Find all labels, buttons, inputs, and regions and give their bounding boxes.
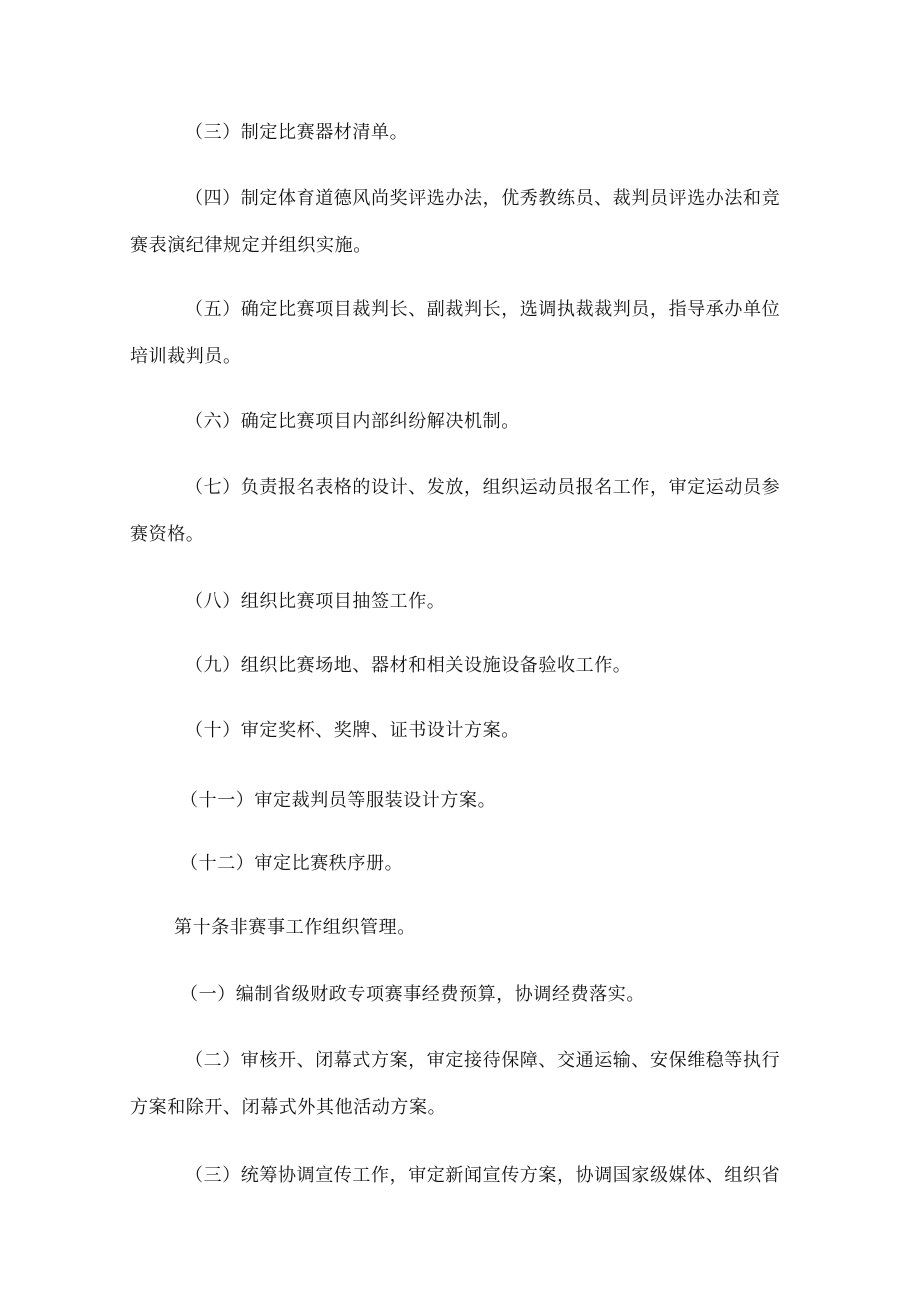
text-line: 培训裁判员。	[130, 346, 242, 367]
text-line: （三）制定比赛器材清单。	[185, 122, 409, 143]
text-line: （九）组织比赛场地、器材和相关设施设备验收工作。	[185, 655, 632, 676]
text-line: （八）组织比赛项目抽签工作。	[185, 591, 446, 612]
text-line: （十二）审定比赛秩序册。	[180, 853, 404, 874]
text-line: （七）负责报名表格的设计、发放，组织运动员报名工作，审定运动员参	[185, 477, 781, 498]
text-line: （一）编制省级财政专项赛事经费预算，协调经费落实。	[180, 984, 645, 1005]
text-line: （五）确定比赛项目裁判长、副裁判长，选调执裁裁判员，指导承办单位	[185, 299, 781, 320]
text-line: 第十条非赛事工作组织管理。	[174, 917, 416, 938]
text-line: 方案和除开、闭幕式外其他活动方案。	[130, 1097, 447, 1118]
text-line: （四）制定体育道德风尚奖评选办法，优秀教练员、裁判员评选办法和竞	[185, 188, 781, 209]
text-line: 赛表演纪律规定并组织实施。	[130, 235, 372, 256]
text-line: （十一）审定裁判员等服装设计方案。	[180, 790, 497, 811]
text-line: （六）确定比赛项目内部纠纷解决机制。	[185, 411, 520, 432]
text-line: 赛资格。	[130, 524, 205, 545]
text-line: （十）审定奖杯、奖牌、证书设计方案。	[185, 720, 520, 741]
text-line: （二）审核开、闭幕式方案，审定接待保障、交通运输、安保维稳等执行	[185, 1050, 781, 1071]
text-line: （三）统筹协调宣传工作，审定新闻宣传方案，协调国家级媒体、组织省	[185, 1165, 781, 1186]
